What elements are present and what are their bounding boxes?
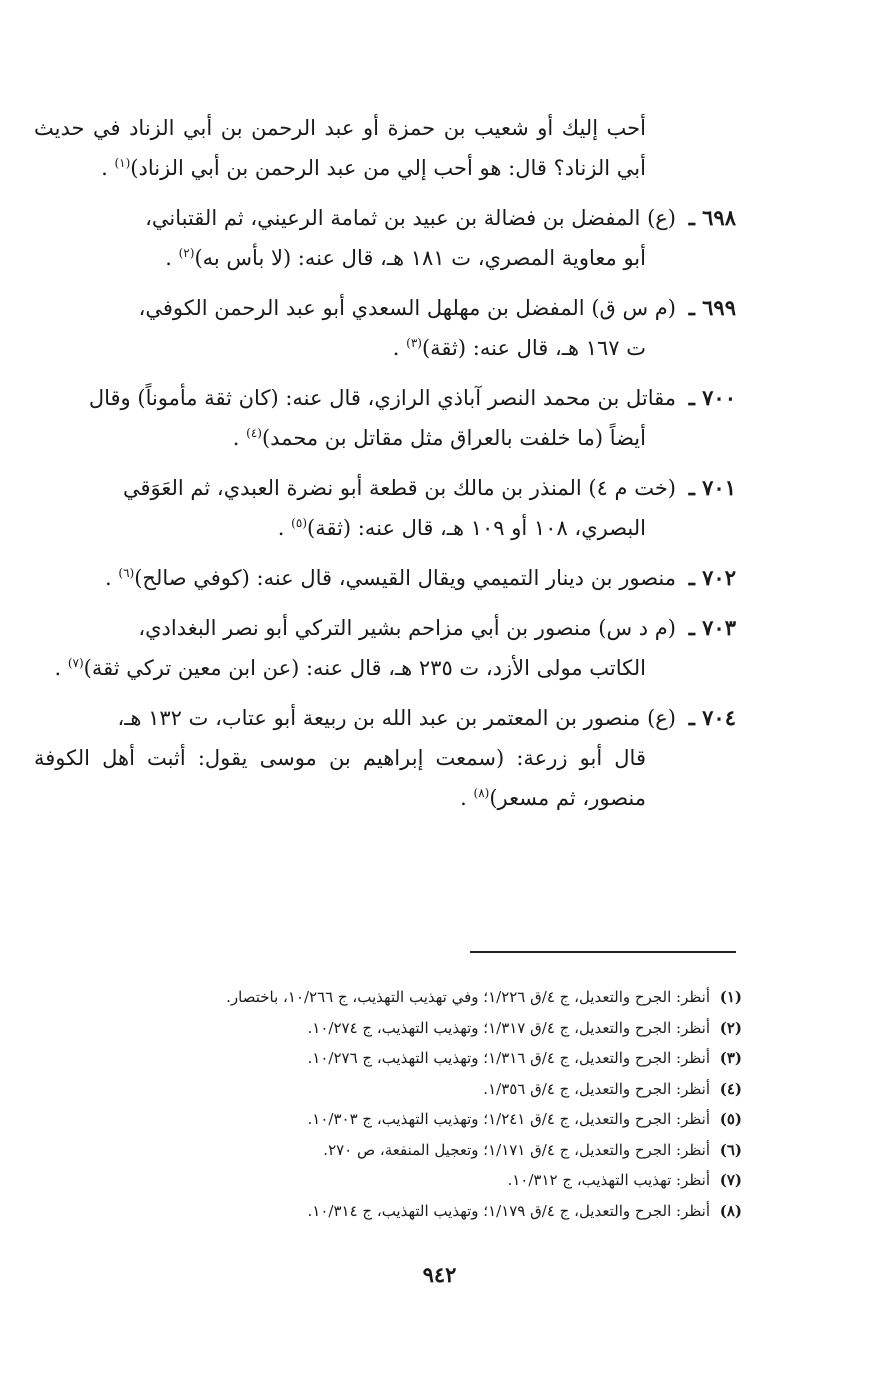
footnote-divider xyxy=(470,951,736,953)
footnote-item xyxy=(30,1013,742,1044)
footnote-text: أنظر: الجرح والتعديل، ج ٤/ق ١/٣٥٦. xyxy=(483,1079,710,1098)
entry-cont-text: الكاتب مولى الأزد، ت ٢٣٥ هـ، قال عنه: (عن ابن معين تركي ثقة) xyxy=(83,656,646,680)
entry-699 xyxy=(34,288,736,368)
intro-text: أحب إليك أو شعيب بن حمزة أو عبد الرحمن بن أبي الزناد في حديث أبي الزناد؟ قال: هو أحب إلي من عبد الرحمن بن أبي الزناد) xyxy=(34,116,646,180)
entry-end: . xyxy=(105,566,112,590)
footnote-text: أنظر: تهذيب التهذيب، ج ١٠/٣١٢. xyxy=(507,1171,710,1189)
entry-703 xyxy=(34,608,736,688)
footnote-ref: (٥) xyxy=(291,516,307,530)
entry-end: . xyxy=(232,426,240,450)
footnotes-list xyxy=(30,982,742,1226)
footnote-number: (٢) xyxy=(719,1018,742,1037)
page-number: ٩٤٢ xyxy=(422,1262,457,1287)
biography-entries xyxy=(34,108,736,828)
entry-text: (م د س) منصور بن أبي مزاحم بشير التركي أبو نصر البغدادي، xyxy=(138,616,676,640)
entry-number: ٧٠٣ ـ xyxy=(688,615,736,640)
footnote-number: (٤) xyxy=(719,1079,742,1098)
entry-continuation xyxy=(34,508,736,548)
entry-end: . xyxy=(460,786,467,810)
footnote-item xyxy=(30,1135,742,1166)
entry-cont-text: ت ١٦٧ هـ، قال عنه: (ثقة) xyxy=(421,336,646,360)
footnote-item xyxy=(30,1074,742,1105)
footnote-number: (٨) xyxy=(719,1201,742,1220)
entry-end: . xyxy=(54,656,62,680)
entry-number: ٧٠٤ ـ xyxy=(688,705,736,730)
entry-cont-text: أبو معاوية المصري، ت ١٨١ هـ، قال عنه: (لا بأس به) xyxy=(194,246,646,270)
entry-text: (خت م ٤) المنذر بن مالك بن قطعة أبو نضرة العبدي، ثم العَوَقي xyxy=(122,476,676,500)
entry-text: (م س ق) المفضل بن مهلهل السعدي أبو عبد الرحمن الكوفي، xyxy=(138,296,676,320)
footnote-ref: (٢) xyxy=(178,246,195,260)
entry-text: منصور بن دينار التميمي ويقال القيسي، قال عنه: (كوفي صالح) xyxy=(134,566,676,590)
footnote-item xyxy=(30,1104,742,1135)
entry-cont-text: قال أبو زرعة: (سمعت إبراهيم بن موسى يقول: أثبت أهل الكوفة منصور، ثم مسعر) xyxy=(34,746,646,810)
entry-701 xyxy=(34,468,736,548)
entry-continuation xyxy=(34,238,736,278)
entry-704 xyxy=(34,698,736,818)
footnote-ref: (٣) xyxy=(406,336,422,350)
footnote-text: أنظر: الجرح والتعديل، ج ٤/ق ١/٢٢٦؛ وفي تهذيب التهذيب، ج ١٠/٢٦٦، باختصار. xyxy=(226,988,710,1006)
entry-698 xyxy=(34,198,736,278)
entry-end: . xyxy=(392,336,400,360)
entry-number: ٦٩٩ ـ xyxy=(688,295,736,320)
footnote-text: أنظر: الجرح والتعديل، ج ٤/ق ١/١٧١؛ وتعجيل المنفعة، ص ٢٧٠. xyxy=(323,1140,710,1159)
intro-paragraph xyxy=(34,108,736,188)
entry-700 xyxy=(34,378,736,458)
footnote-text: أنظر: الجرح والتعديل، ج ٤/ق ١/٣١٦؛ وتهذيب التهذيب، ج ١٠/٢٧٦. xyxy=(307,1049,710,1067)
footnote-ref: (٦) xyxy=(118,566,135,580)
entry-number: ٧٠١ ـ xyxy=(688,475,736,500)
entry-continuation xyxy=(34,648,736,688)
footnote-number: (٧) xyxy=(719,1171,742,1189)
entry-end: . xyxy=(277,516,285,540)
footnote-item xyxy=(30,1165,742,1196)
footnote-ref: (٨) xyxy=(473,786,490,800)
footnote-text: أنظر: الجرح والتعديل، ج ٤/ق ١/٣١٧؛ وتهذيب التهذيب، ج ١٠/٢٧٤. xyxy=(307,1018,710,1037)
footnote-ref: (٤) xyxy=(246,426,262,440)
footnote-text: أنظر: الجرح والتعديل، ج ٤/ق ١/١٧٩؛ وتهذيب التهذيب، ج ١٠/٣١٤. xyxy=(307,1201,710,1220)
footnote-item xyxy=(30,1043,742,1074)
entry-702 xyxy=(34,558,736,598)
footnote-text: أنظر: الجرح والتعديل، ج ٤/ق ١/٢٤١؛ وتهذيب التهذيب، ج ١٠/٣٠٣. xyxy=(307,1110,710,1128)
entry-continuation xyxy=(34,328,736,368)
footnote-number: (٥) xyxy=(719,1110,742,1128)
footnote-number: (١) xyxy=(719,988,742,1006)
footnote-item xyxy=(30,982,742,1013)
footnote-number: (٦) xyxy=(719,1140,742,1159)
footnote-item xyxy=(30,1196,742,1227)
entry-text: (ع) المفضل بن فضالة بن عبيد بن ثمامة الرعيني، ثم القتباني، xyxy=(145,206,676,230)
entry-number: ٧٠٢ ـ xyxy=(688,565,736,590)
entry-continuation xyxy=(34,738,736,818)
entry-continuation xyxy=(34,418,736,458)
entry-number: ٦٩٨ ـ xyxy=(688,205,736,230)
entry-text: (ع) منصور بن المعتمر بن عبد الله بن ربيعة أبو عتاب، ت ١٣٢ هـ، xyxy=(117,706,676,730)
footnote-ref: (٧) xyxy=(67,656,84,670)
entry-text: مقاتل بن محمد النصر آباذي الرازي، قال عنه: (كان ثقة مأموناً) وقال xyxy=(88,386,676,410)
entry-cont-text: البصري، ١٠٨ أو ١٠٩ هـ، قال عنه: (ثقة) xyxy=(307,516,646,540)
entry-end: . xyxy=(165,246,172,270)
intro-end: . xyxy=(101,156,115,180)
footnote-number: (٣) xyxy=(719,1049,742,1067)
entry-number: ٧٠٠ ـ xyxy=(688,385,736,410)
footnote-ref: (١) xyxy=(114,156,131,170)
entry-cont-text: أيضاً (ما خلفت بالعراق مثل مقاتل بن محمد) xyxy=(261,426,646,450)
